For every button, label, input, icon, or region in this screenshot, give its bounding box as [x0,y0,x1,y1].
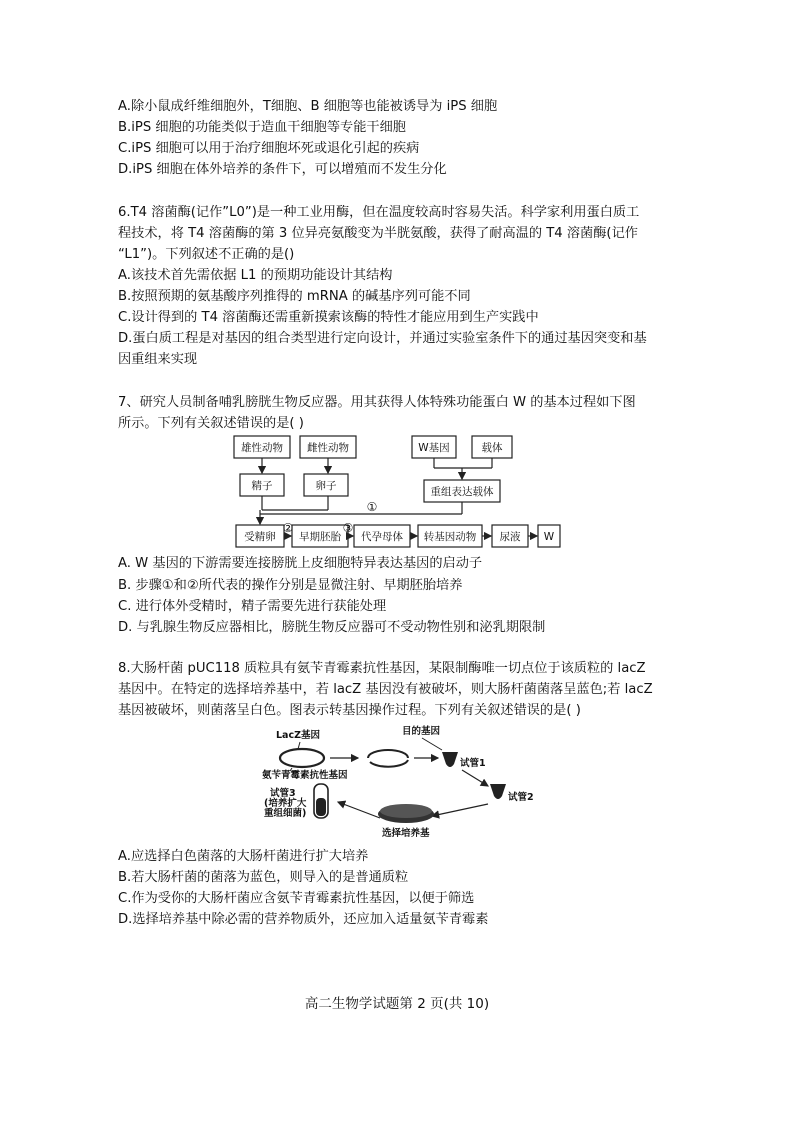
embryo-label: 早期胚胎 [299,531,341,543]
q6-stem-line: 程技术，将 T4 溶菌酶的第 3 位异亮氨酸变为半胱氨酸，获得了耐高温的 T4 溶菌酶(记作 [118,226,638,241]
ampr-label: 氨苄青霉素抗性基因 [262,770,348,781]
q6-option-b: B.按照预期的氨基酸序列推得的 mRNA 的碱基序列可能不同 [118,289,471,304]
q6-option-c: C.设计得到的 T4 溶菌酶还需重新摸索该酶的特性才能应用到生产实践中 [118,310,539,325]
tube2-icon [490,784,506,799]
q7-option-c: C. 进行体外受精时，精子需要先进行获能处理 [118,599,387,614]
plate-label: 选择培养基 [382,828,430,839]
q7-stem-line: 7、研究人员制备哺乳膀胱生物反应器。用其获得人体特殊功能蛋白 W 的基本过程如下图 [118,395,636,410]
q4-option-d: D.iPS 细胞在体外培养的条件下，可以增殖而不发生分化 [118,162,447,177]
lacz-label: LacZ基因 [276,730,320,741]
q4-option-a: A.除小鼠成纤维细胞外，T细胞、B 细胞等也能被诱导为 iPS 细胞 [118,99,498,114]
step2-label: ② [282,521,294,535]
q6-option-a: A.该技术首先需依据 L1 的预期功能设计其结构 [118,268,393,283]
q4-option-b: B.iPS 细胞的功能类似于造血干细胞等专能干细胞 [118,120,406,135]
q7-option-d: D. 与乳腺生物反应器相比，膀胱生物反应器可不受动物性别和泌乳期限制 [118,620,546,635]
vector-label: 载体 [481,442,503,454]
q7-option-b: B. 步骤①和②所代表的操作分别是显微注射、早期胚胎培养 [118,578,463,593]
gene-label: W基因 [418,442,450,454]
q4-option-c: C.iPS 细胞可以用于治疗细胞坏死或退化引起的疾病 [118,141,420,156]
tube3-sub-label: (培养扩大 [264,798,307,809]
q7-option-a: A. W 基因的下游需要连接膀胱上皮细胞特异表达基因的启动子 [118,556,483,571]
q6-stem-line: 6.T4 溶菌酶(记作”L0”)是一种工业用酶，但在温度较高时容易失活。科学家利用蛋白质工 [118,205,640,220]
step3-label: ③ [342,521,354,535]
transgenic-label: 转基因动物 [423,531,477,543]
step1-label: ① [366,500,378,514]
tube2-label: 试管2 [508,792,534,803]
urine-label: 尿液 [499,531,521,543]
q7-stem-line: 所示。下列有关叙述错误的是( ) [118,416,304,431]
q6-option-d-cont: 因重组来实现 [118,352,198,367]
tube3-sub-label: 重组细菌) [264,808,307,819]
q8-option-c: C.作为受你的大肠杆菌应含氨苄青霉素抗性基因，以便于筛选 [118,891,475,906]
q6-stem-line: “L1”)。下列叙述不正确的是() [118,247,295,262]
q6-option-d: D.蛋白质工程是对基因的组合类型进行定向设计，并通过实验室条件下的通过基因突变和基 [118,331,647,346]
surrogate-label: 代孕母体 [361,531,403,543]
target-gene-label: 目的基因 [402,726,441,737]
plasmid-icon [280,749,324,767]
q8-stem-line: 基因中。在特定的选择培养基中，若 lacZ 基因没有被破坏，则大肠杆菌菌落呈蓝色;若 lacZ [118,682,653,697]
w-label: W [543,531,555,543]
tube3-label: 试管3 [270,788,296,799]
q8-option-d: D.选择培养基中除必需的营养物质外，还应加入适量氨苄青霉素 [118,912,489,927]
tube1-icon [442,752,458,767]
zygote-label: 受精卵 [244,531,276,543]
page-footer: 高二生物学试题第 2 页(共 10) [304,996,490,1012]
q8-option-b: B.若大肠杆菌的菌落为蓝色，则导入的是普通质粒 [118,870,409,885]
q7-process-diagram [226,430,568,554]
q8-process-diagram [262,724,562,842]
q8-option-a: A.应选择白色菌落的大肠杆菌进行扩大培养 [118,849,369,864]
female-label: 雌性动物 [307,442,349,454]
recomb-label: 重组表达载体 [430,486,494,498]
q8-stem-line: 基因被破坏，则菌落呈白色。图表示转基因操作过程。下列有关叙述错误的是( ) [118,703,581,718]
egg-label: 卵子 [315,480,337,492]
tube1-label: 试管1 [460,758,486,769]
sperm-label: 精子 [251,480,273,492]
male-label: 雄性动物 [241,442,283,454]
q8-stem-line: 8.大肠杆菌 pUC118 质粒具有氨苄青霉素抗性基因，某限制酶唯一切点位于该质粒的 lacZ [118,661,646,676]
